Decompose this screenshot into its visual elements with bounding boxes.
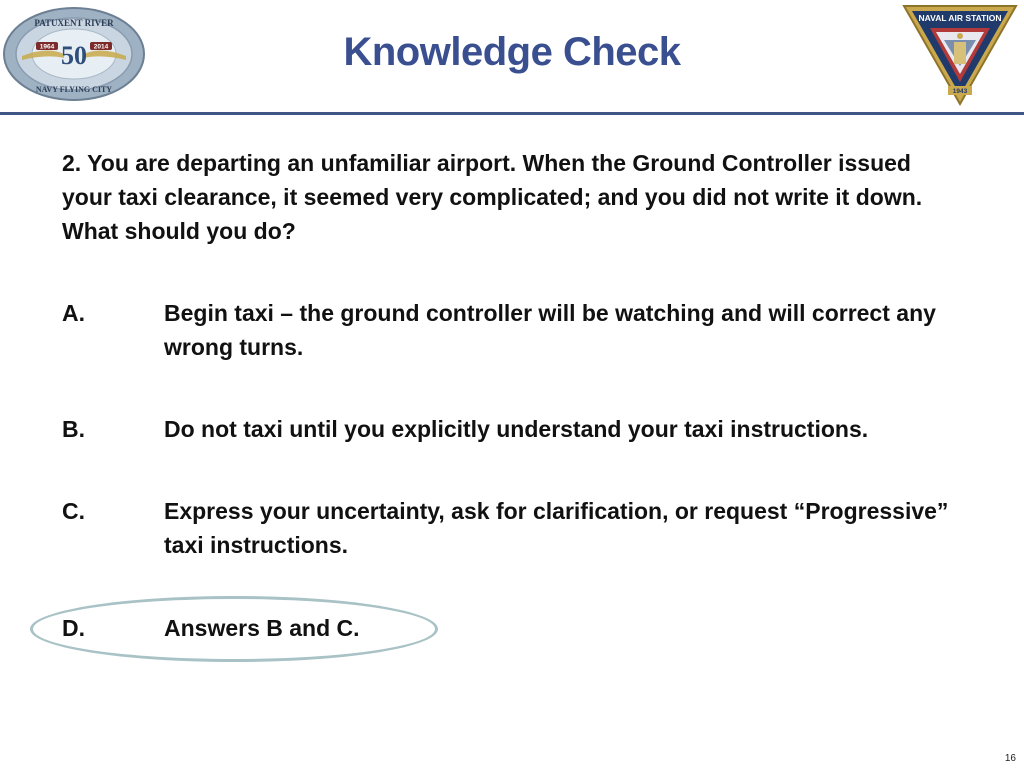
answer-text: Express your uncertainty, ask for clarification, or request “Progressive” taxi instructions. bbox=[164, 498, 949, 558]
answer-letter: D. bbox=[62, 615, 85, 641]
answer-letter: A. bbox=[62, 300, 85, 326]
answer-text: Do not taxi until you explicitly understand your taxi instructions. bbox=[164, 416, 869, 442]
seal-top-text: PATUXENT RIVER bbox=[34, 18, 114, 28]
seal-anniversary-number: 50 bbox=[61, 41, 87, 70]
header-divider bbox=[0, 112, 1024, 115]
answer-letter: C. bbox=[62, 498, 85, 524]
answer-text: Answers B and C. bbox=[164, 615, 360, 641]
seal-bottom-text: NAVY FLYING CITY bbox=[35, 85, 113, 94]
slide-page-number: 16 bbox=[1004, 753, 1016, 764]
slide-header bbox=[0, 0, 1024, 112]
emblem-top-text: NAVAL AIR STATION bbox=[918, 13, 1002, 23]
emblem-year: 1943 bbox=[952, 88, 968, 95]
answer-letter: B. bbox=[62, 416, 85, 442]
question-text: 2. You are departing an unfamiliar airport. When the Ground Controller issued your taxi clearance, it seemed very complicated; and you did not write it down. What should you do? bbox=[62, 150, 923, 244]
naval-air-station-emblem-logo bbox=[900, 2, 1020, 108]
seal-year-right: 2014 bbox=[93, 43, 109, 51]
seal-year-left: 1964 bbox=[39, 43, 55, 51]
answer-text: Begin taxi – the ground controller will be watching and will correct any wrong turns. bbox=[164, 300, 936, 360]
page-title: Knowledge Check bbox=[343, 30, 681, 74]
